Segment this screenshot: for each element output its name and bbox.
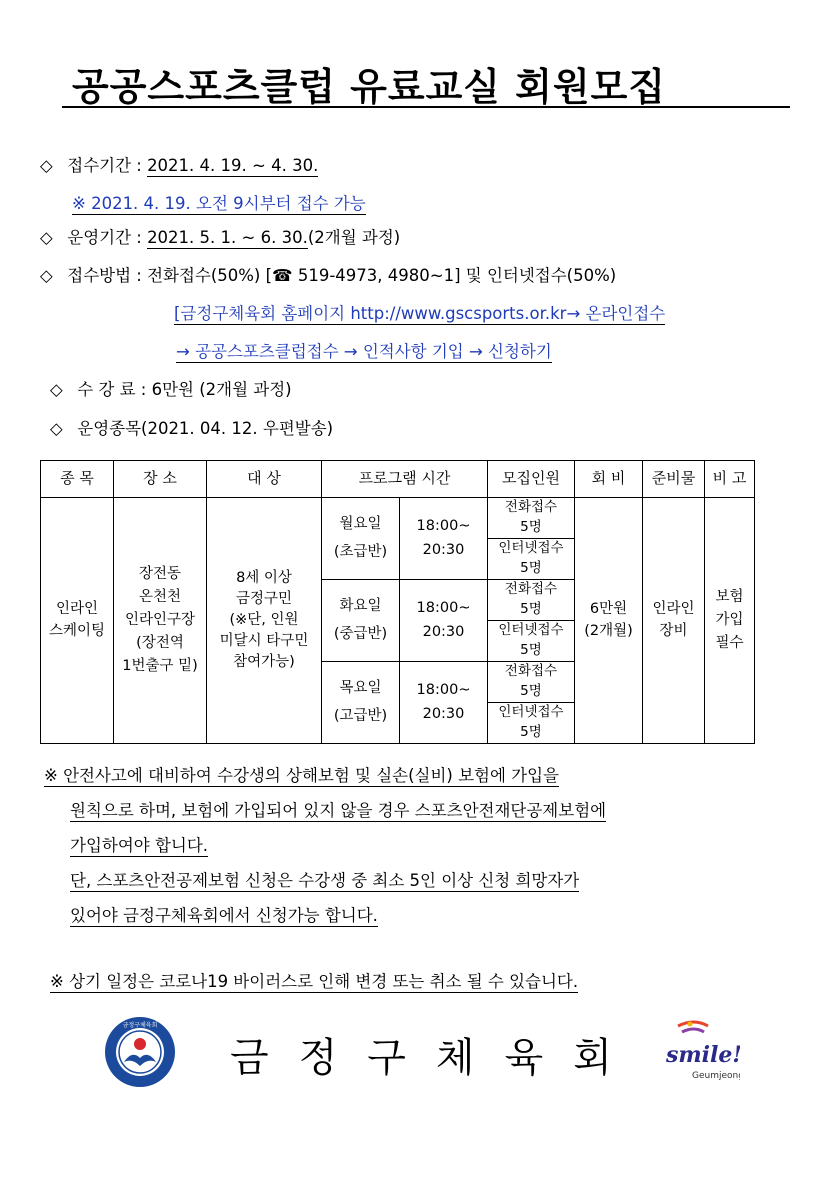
remarks-text: 보험 가입 필수 bbox=[715, 588, 744, 652]
operation-period bbox=[40, 224, 400, 248]
operating-items-line bbox=[50, 415, 333, 439]
smile-logo-icon bbox=[660, 1018, 740, 1088]
phone-quota-cell bbox=[488, 498, 575, 539]
insurance-note-line1 bbox=[44, 762, 559, 786]
header-remarks: 비 고 bbox=[705, 461, 755, 498]
organization-logo bbox=[104, 1016, 176, 1088]
equipment-cell bbox=[643, 498, 705, 744]
insurance-note-text: ※ 안전사고에 대비하여 수강생의 상해보험 및 실손(실비) 보험에 가입을 bbox=[44, 766, 559, 785]
header-recruitment: 모집인원 bbox=[488, 461, 575, 498]
remarks-cell bbox=[705, 498, 755, 744]
operating-items-text: 운영종목(2021. 04. 12. 우편발송) bbox=[77, 419, 334, 438]
fee-cell bbox=[575, 498, 643, 744]
location-text: 장전동 온천천 인라인구장 (장전역 1번출구 밑) bbox=[122, 565, 198, 675]
day-text: 화요일 (중급반) bbox=[333, 597, 388, 642]
page-title: 공공스포츠클럽 유료교실 회원모집 bbox=[72, 65, 667, 109]
time-cell bbox=[400, 498, 488, 580]
reception-period-value: 2021. 4. 19. ~ 4. 30. bbox=[147, 156, 319, 175]
time-text: 18:00~ 20:30 bbox=[416, 600, 471, 640]
insurance-note-line4 bbox=[70, 867, 579, 891]
equipment-text: 인라인 장비 bbox=[652, 601, 695, 639]
insurance-note-text: 가입하여야 합니다. bbox=[70, 836, 209, 855]
day-text: 목요일 (고급반) bbox=[333, 679, 388, 724]
target-text: 8세 이상 금정구민 (※단, 인원 미달시 타구민 참여가능) bbox=[219, 569, 309, 671]
header-location: 장 소 bbox=[114, 461, 207, 498]
sport-cell bbox=[41, 498, 114, 744]
insurance-note-line3 bbox=[70, 832, 208, 856]
operation-period-suffix: (2개월 과정) bbox=[307, 228, 401, 247]
reception-method bbox=[40, 262, 616, 286]
time-text: 18:00~ 20:30 bbox=[416, 518, 471, 558]
day-cell bbox=[322, 662, 400, 744]
diamond-icon: ◇ bbox=[50, 419, 63, 438]
insurance-note-line2 bbox=[70, 797, 606, 821]
covid-note bbox=[50, 968, 578, 992]
time-cell bbox=[400, 662, 488, 744]
phone-quota-cell bbox=[488, 580, 575, 621]
header-target: 대 상 bbox=[207, 461, 322, 498]
internet-quota-text: 인터넷접수 5명 bbox=[498, 540, 564, 576]
diamond-icon: ◇ bbox=[50, 380, 63, 399]
sport-text: 인라인 스케이팅 bbox=[48, 601, 106, 639]
time-cell bbox=[400, 580, 488, 662]
diamond-icon: ◇ bbox=[40, 156, 53, 175]
organization-logo-icon bbox=[104, 1016, 176, 1088]
table-row bbox=[41, 498, 755, 539]
day-cell bbox=[322, 580, 400, 662]
reception-steps: → 공공스포츠클럽접수 → 인적사항 기입 → 신청하기 bbox=[176, 342, 552, 361]
homepage-label: [금정구체육회 홈페이지 bbox=[174, 304, 351, 323]
insurance-note-text: 있어야 금정구체육회에서 신청가능 합니다. bbox=[70, 906, 378, 925]
internet-quota-cell bbox=[488, 621, 575, 662]
reception-method-line3 bbox=[176, 338, 552, 362]
header-fee: 회 비 bbox=[575, 461, 643, 498]
header-program-time: 프로그램 시간 bbox=[322, 461, 488, 498]
header-equipment: 준비물 bbox=[643, 461, 705, 498]
location-cell bbox=[114, 498, 207, 744]
reception-period bbox=[40, 152, 318, 176]
operation-period-value: 2021. 5. 1. ~ 6. 30. bbox=[147, 228, 308, 247]
fee-value: 6만원 (2개월) bbox=[584, 601, 633, 639]
smile-logo bbox=[660, 1018, 740, 1088]
fee-line bbox=[50, 376, 292, 400]
phone-quota-text: 전화접수 5명 bbox=[504, 499, 558, 535]
day-text: 월요일 (초급반) bbox=[333, 515, 388, 560]
internet-quota-cell bbox=[488, 703, 575, 744]
internet-quota-cell bbox=[488, 539, 575, 580]
phone-quota-text: 전화접수 5명 bbox=[504, 581, 558, 617]
reception-note-text: ※ 2021. 4. 19. 오전 9시부터 접수 가능 bbox=[72, 194, 366, 213]
day-cell bbox=[322, 498, 400, 580]
internet-quota-text: 인터넷접수 5명 bbox=[498, 622, 564, 658]
logo-caption: 금정구체육회 bbox=[122, 1022, 158, 1029]
fee-text: 수 강 료 : 6만원 (2개월 과정) bbox=[77, 380, 292, 399]
title-underline bbox=[62, 106, 790, 108]
reception-method-label: 접수방법 : bbox=[67, 266, 148, 285]
reception-period-label: 접수기간 : bbox=[67, 156, 148, 175]
organization-name: 금정구체육회 bbox=[230, 1035, 642, 1081]
insurance-note-line5 bbox=[70, 902, 378, 926]
phone-quota-cell bbox=[488, 662, 575, 703]
reception-note bbox=[72, 190, 366, 214]
table-header-row bbox=[41, 461, 755, 498]
program-table bbox=[40, 460, 755, 744]
online-reception-label: → 온라인접수 bbox=[566, 304, 666, 323]
diamond-icon: ◇ bbox=[40, 228, 53, 247]
internet-quota-text: 인터넷접수 5명 bbox=[498, 704, 564, 740]
reception-method-value: 전화접수(50%) [☎ 519-4973, 4980~1] 및 인터넷접수(50%) bbox=[147, 266, 617, 285]
covid-note-text: ※ 상기 일정은 코로나19 바이러스로 인해 변경 또는 취소 될 수 있습니다. bbox=[50, 972, 579, 991]
smile-logo-text: smile! bbox=[666, 1042, 740, 1068]
insurance-note-text: 원칙으로 하며, 보험에 가입되어 있지 않을 경우 스포츠안전재단공제보험에 bbox=[70, 801, 607, 820]
target-cell bbox=[207, 498, 322, 744]
smile-logo-sub: Geumjeong bbox=[692, 1071, 740, 1081]
reception-method-line2 bbox=[174, 300, 665, 324]
homepage-link[interactable]: http://www.gscsports.or.kr bbox=[350, 304, 567, 323]
header-sport: 종 목 bbox=[41, 461, 114, 498]
operation-period-label: 운영기간 : bbox=[67, 228, 148, 247]
insurance-note-text: 단, 스포츠안전공제보험 신청은 수강생 중 최소 5인 이상 신청 희망자가 bbox=[70, 871, 580, 890]
phone-quota-text: 전화접수 5명 bbox=[504, 663, 558, 699]
diamond-icon: ◇ bbox=[40, 266, 53, 285]
time-text: 18:00~ 20:30 bbox=[416, 682, 471, 722]
